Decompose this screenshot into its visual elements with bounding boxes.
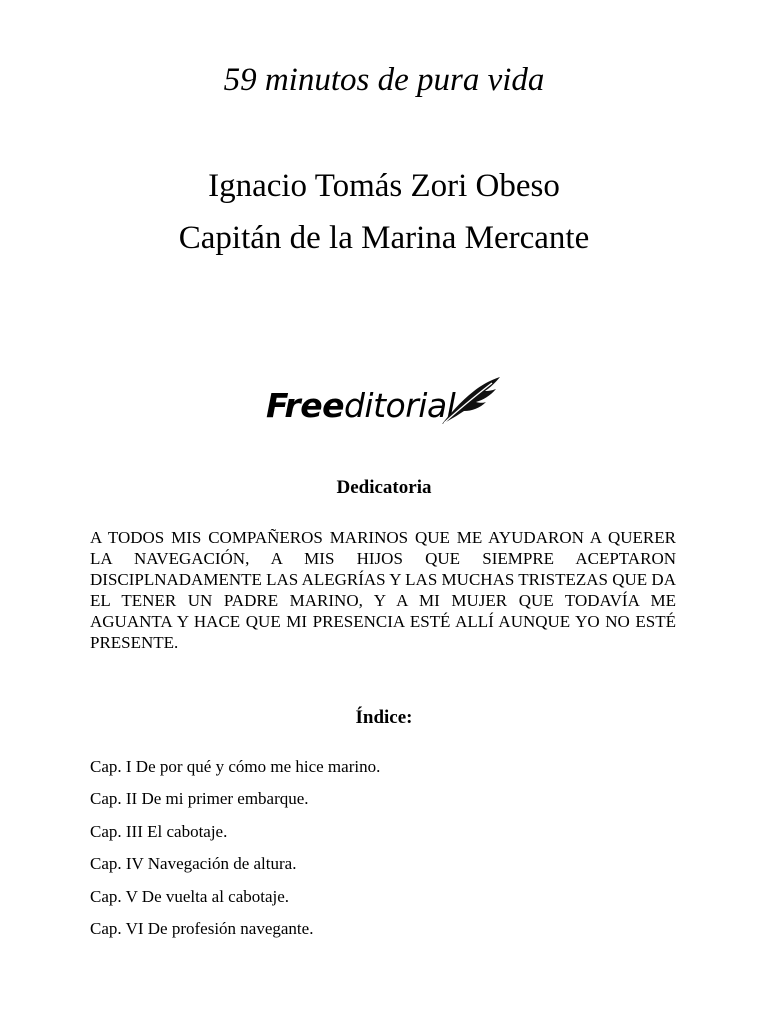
chapter-item: Cap. IV Navegación de altura. (90, 854, 297, 874)
publisher-logo (262, 372, 506, 432)
feather-icon (440, 374, 502, 426)
publisher-logo-bold: Free (266, 386, 344, 425)
dedication-heading: Dedicatoria (336, 477, 432, 498)
dedication-text: A TODOS MIS COMPAÑEROS MARINOS QUE ME AYUDARON A QUERER LA NAVEGACIÓN, A MIS HIJOS QUE SIEMPRE ACEPTARON DISCIPLNADAMENTE LAS ALEGRÍAS Y LAS MUCHAS TRISTEZAS QUE DA EL TENER UN PADRE MARINO, Y A MI MUJER QUE TODAVÍA ME AGUANTA Y HACE QUE MI PRESENCIA ESTÉ ALLÍ AUNQUE YO NO ESTÉ PRESENTE. (90, 528, 676, 652)
author-name: Ignacio Tomás Zori Obeso (208, 168, 560, 204)
publisher-logo-regular: ditorial (343, 386, 456, 425)
chapter-item: Cap. II De mi primer embarque. (90, 789, 309, 809)
author-role: Capitán de la Marina Mercante (178, 220, 590, 256)
chapter-item: Cap. V De vuelta al cabotaje. (90, 886, 290, 906)
chapter-item: Cap. VI De profesión navegante. (90, 918, 314, 938)
chapter-list (90, 756, 680, 950)
chapter-item: Cap. I De por qué y cómo me hice marino. (90, 757, 381, 776)
chapter-item: Cap. III El cabotaje. (90, 821, 228, 841)
index-heading: Índice: (355, 707, 413, 728)
publisher-logo-text (266, 384, 455, 428)
book-title: 59 minutos de pura vida (223, 62, 545, 98)
